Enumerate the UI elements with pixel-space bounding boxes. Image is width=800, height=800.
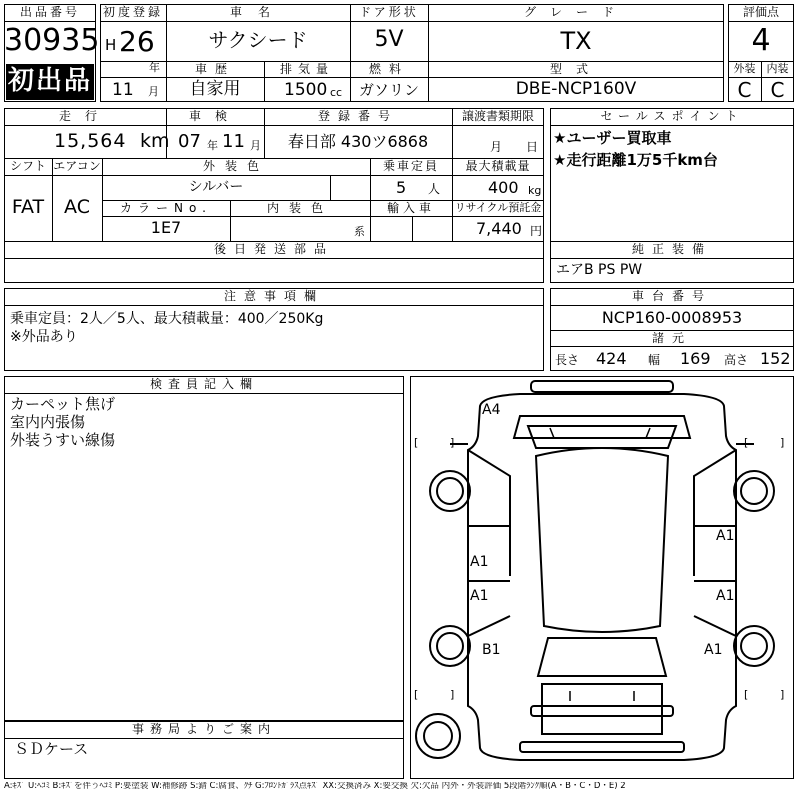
- max-load-label: 最大積載量: [465, 159, 531, 173]
- interior-rating: C: [770, 78, 785, 102]
- interior-color-unit: 系: [354, 225, 365, 238]
- recycle-fee-unit: 円: [530, 224, 543, 238]
- exterior-color: シルバー: [188, 179, 244, 195]
- dimensions-label: 諸元: [651, 331, 692, 345]
- door-type: 5V: [374, 27, 404, 52]
- door-label: ドア形状: [359, 5, 419, 19]
- rating-score: 4: [751, 23, 771, 58]
- first-registration-label: 初度登録: [102, 5, 163, 19]
- lot-label: 出品番号: [19, 5, 80, 19]
- exterior-rating: C: [737, 78, 752, 102]
- height-label: 高さ: [724, 353, 749, 367]
- svg-text:]: ]: [780, 688, 785, 701]
- sales-point-2: ★走行距離1万5千km台: [553, 151, 718, 169]
- model-label: 型式: [549, 62, 602, 76]
- notes-line-2: ※外品あり: [10, 329, 78, 345]
- transfer-month-unit: 月: [490, 140, 503, 154]
- car-name: サクシード: [208, 28, 308, 52]
- svg-text:[: [: [414, 436, 419, 449]
- max-load-unit: kg: [528, 184, 542, 197]
- registration-month-unit: 月: [148, 85, 159, 98]
- interior-color-label: 内装色: [266, 201, 333, 215]
- notes-line-1: 乗車定員：2人／5人、最大積載量：400／250Kg: [10, 311, 324, 327]
- shift: FAT: [11, 196, 45, 218]
- fuel-label: 燃料: [368, 62, 409, 76]
- color-no: 1E7: [150, 218, 182, 237]
- interior-rating-label: 内装: [766, 62, 789, 75]
- displacement-unit: cc: [330, 86, 343, 99]
- inspector-line-1: カーペット焦げ: [10, 395, 116, 413]
- shift-label: シフト: [9, 159, 46, 173]
- registration-month: 11: [112, 80, 134, 100]
- svg-text:[: [: [414, 688, 419, 701]
- first-listing-badge-text: 初出品: [7, 66, 92, 96]
- mileage-label: 走行: [58, 109, 111, 123]
- svg-text:]: ]: [450, 688, 455, 701]
- notes-label: 注意事項欄: [223, 289, 324, 303]
- lot-number: 30935: [4, 23, 100, 58]
- height: 152: [760, 349, 791, 368]
- damage-mark: A1: [470, 554, 489, 570]
- inspection-month: 11: [222, 131, 245, 152]
- damage-legend: A:ｷｽﾞ U:ﾍｺﾐ B:ｷｽﾞを伴うﾍｺﾐ P:要塗装 W:補修跡 S:錆 C:腐食、ｸﾁ G:ﾌﾛﾝﾄｶﾞﾗｽ点ｷｽﾞ XX:交換済み X:要交換 欠:欠品 内外・外装評価 5段階ﾗﾝｸ順(A・B・C・D・E) 2: [4, 782, 626, 791]
- damage-mark: A1: [704, 642, 723, 658]
- mileage-unit: km: [140, 130, 170, 152]
- capacity: 5: [396, 178, 407, 197]
- recycle-fee: 7,440: [476, 219, 522, 238]
- plate-label: 登録番号: [317, 109, 398, 123]
- car-diagram: [410, 376, 794, 779]
- import-label: 輸入車: [386, 201, 435, 215]
- length: 424: [596, 349, 627, 368]
- car-history-label: 車歴: [194, 62, 235, 76]
- damage-mark: B1: [482, 642, 501, 658]
- rating-label: 評価点: [742, 5, 779, 19]
- damage-mark: A1: [716, 588, 735, 604]
- mileage: 15,564: [54, 130, 127, 152]
- sales-points-label: セールスポイント: [600, 109, 744, 123]
- plate-number: 春日部 430ツ6868: [287, 132, 429, 151]
- model-code: DBE-NCP160V: [515, 79, 637, 99]
- registration-year: 26: [119, 25, 155, 58]
- grade: TX: [560, 27, 592, 55]
- transfer-day-unit: 日: [526, 140, 539, 154]
- exterior-rating-label: 外装: [733, 62, 756, 75]
- chassis-number: NCP160-0008953: [601, 308, 743, 327]
- capacity-unit: 人: [428, 182, 441, 196]
- svg-text:[: [: [744, 436, 749, 449]
- inspection-month-unit: 月: [250, 139, 261, 152]
- length-label: 長さ: [555, 353, 580, 367]
- chassis-label: 車台番号: [631, 289, 712, 303]
- equipment: エアB PS PW: [556, 262, 643, 278]
- inspector-line-3: 外装うすい線傷: [10, 431, 116, 449]
- svg-text:[: [: [744, 688, 749, 701]
- inspection-year: 07: [178, 131, 201, 152]
- damage-mark: A4: [482, 402, 501, 418]
- inspection-label: 車検: [188, 109, 241, 123]
- office-label: 事務局よりご案内: [131, 722, 276, 736]
- registration-year-unit: 年: [149, 61, 160, 74]
- svg-text:]: ]: [780, 436, 785, 449]
- displacement: 1500: [284, 80, 328, 100]
- equipment-label: 純正装備: [631, 242, 712, 256]
- recycle-label: リサイクル預託金: [454, 201, 542, 214]
- svg-text:]: ]: [450, 436, 455, 449]
- aircon-label: エアコン: [53, 159, 101, 173]
- displacement-label: 排気量: [279, 62, 334, 76]
- office-note: ＳＤケース: [14, 740, 89, 758]
- width-label: 幅: [648, 353, 661, 367]
- inspection-year-unit: 年: [207, 139, 218, 152]
- damage-mark: A1: [716, 528, 735, 544]
- car-history: 自家用: [189, 79, 241, 99]
- inspector-line-2: 室内内張傷: [10, 413, 86, 431]
- car-name-label: 車名: [229, 5, 286, 19]
- sales-point-1: ★ユーザー買取車: [553, 129, 672, 147]
- color-no-label: カラーNo.: [120, 201, 212, 215]
- grade-label: グレード: [523, 5, 628, 19]
- fuel: ガソリン: [358, 81, 419, 99]
- aircon: AC: [64, 196, 90, 218]
- width: 169: [680, 349, 711, 368]
- registration-era: H: [105, 36, 117, 54]
- capacity-label: 乗車定員: [382, 159, 439, 173]
- damage-mark: A1: [470, 588, 489, 604]
- max-load: 400: [488, 178, 519, 197]
- transfer-deadline-label: 譲渡書類期限: [461, 109, 534, 123]
- inspector-label: 検査員記入欄: [149, 377, 258, 391]
- exterior-color-label: 外装色: [202, 159, 269, 173]
- later-parts-label: 後日発送部品: [213, 242, 334, 256]
